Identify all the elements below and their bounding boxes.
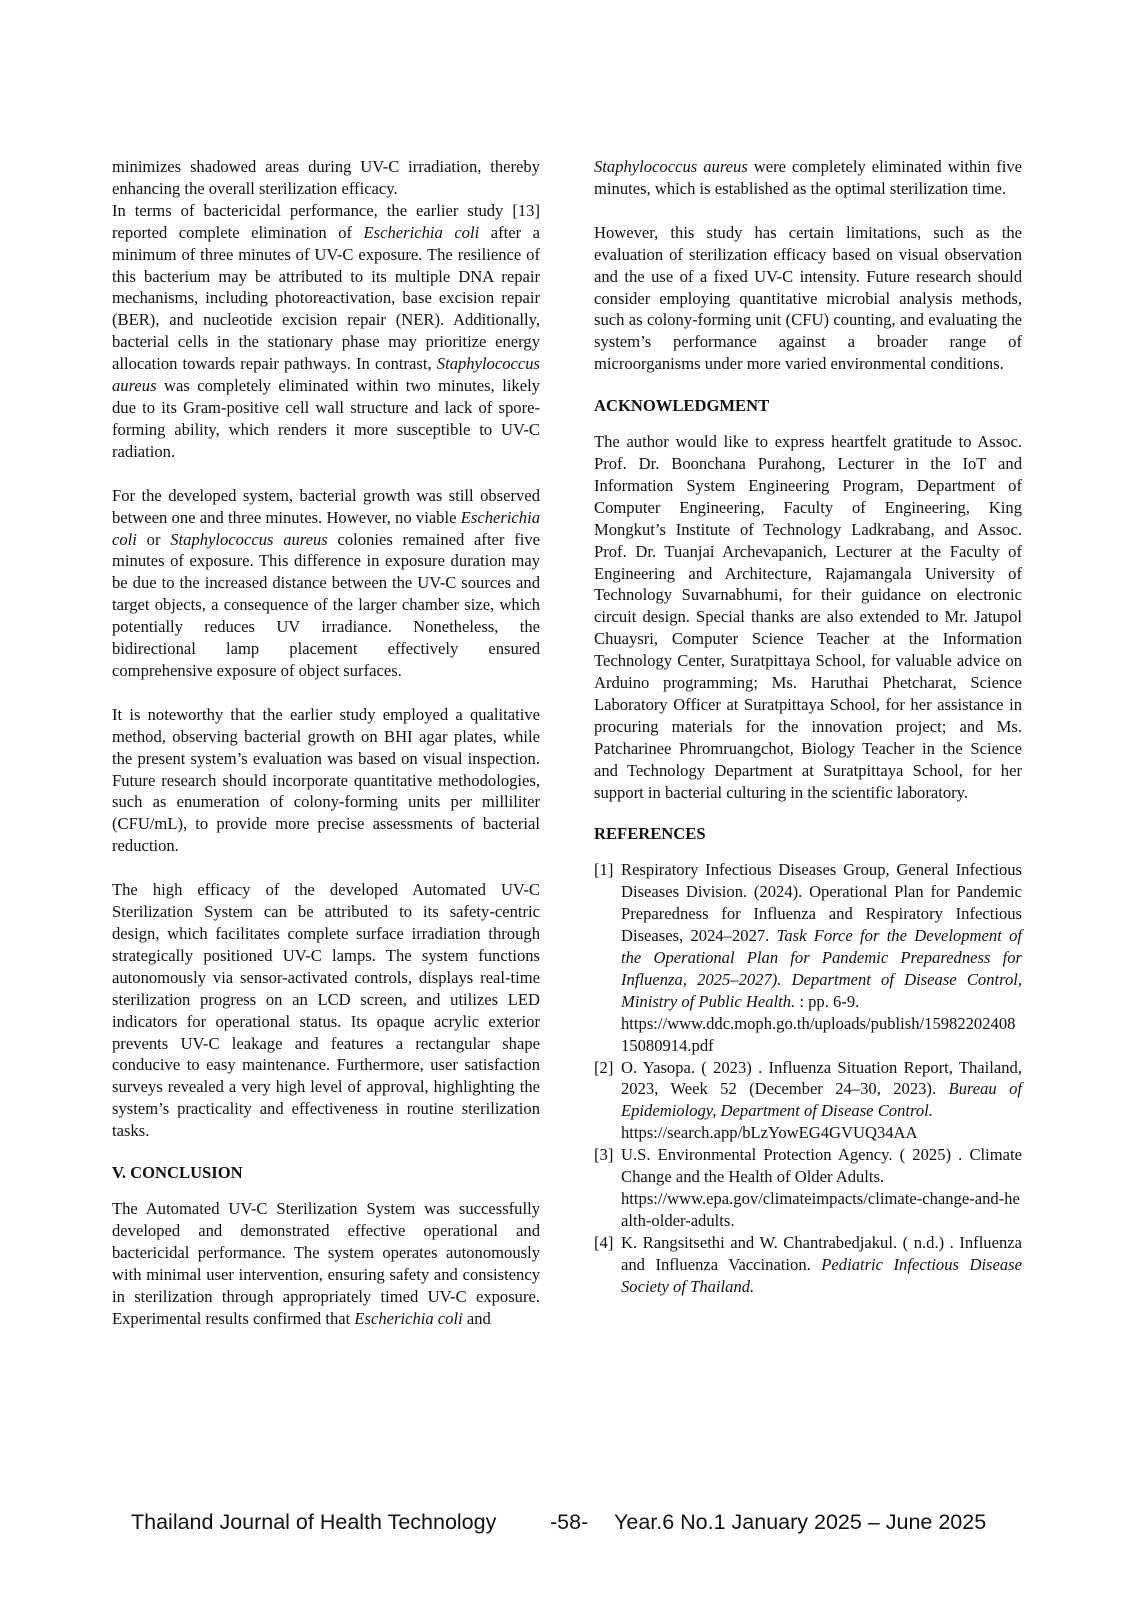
reference-number: [3] <box>594 1145 614 1165</box>
reference-source: Pediatric Infectious Disease Society of Thailand. <box>621 1254 1022 1296</box>
reference-item <box>594 1144 1022 1232</box>
acknowledgment-heading: ACKNOWLEDGMENT <box>594 396 770 416</box>
conclusion-heading: V. CONCLUSION <box>112 1163 243 1183</box>
reference-url: https://www.epa.gov/climateimpacts/climate-change-and-health-older-adults. <box>621 1188 1020 1230</box>
text-run: and <box>462 1308 491 1328</box>
text-run: colonies remained after five minutes of exposure. This difference in exposure duration may be due to the increased distance between the UV-C sources and target objects, a consequence of the larger chamber size, which potentially reduces UV irradiance. Nonetheless, the bidirectional lamp placement effectively ensured comprehensive exposure of object surfaces. <box>112 529 541 680</box>
species-name: Escherichia coli <box>363 222 480 242</box>
reference-pages: : pp. 6-9. <box>795 991 860 1011</box>
paragraph-high-efficacy: The high efficacy of the developed Automated UV-C Sterilization System can be attributed to its safety-centric design, which facilitates complete surface irradiation through strategically positioned UV-C lamps. The system functions autonomously via sensor-activated controls, displays real-time sterilization progress on an LCD screen, and utilizes LED indicators for operational status. Its opaque acrylic exterior prevents UV-C leakage and features a rectangular shape conducive to easy maintenance. Furthermore, user satisfaction surveys revealed a very high level of approval, highlighting the system’s practicality and effectiveness in routine sterilization tasks. <box>112 880 540 1141</box>
references-heading: REFERENCES <box>594 824 706 844</box>
reference-number: [4] <box>594 1232 614 1252</box>
reference-source: Bureau of Epidemiology, Department of Disease Control. <box>621 1079 1022 1121</box>
paragraph-developed-system <box>112 485 540 682</box>
paragraph-bactericidal-performance <box>112 200 540 463</box>
reference-url: https://www.ddc.moph.go.th/uploads/publish/1598220240815080914.pdf <box>621 1013 1016 1055</box>
species-name: Escherichia coli <box>112 507 540 549</box>
text-run: For the developed system, bacterial growth was still observed between one and three minutes. However, no viable <box>112 485 540 527</box>
footer-journal-name: Thailand Journal of Health Technology <box>131 1510 497 1534</box>
left-column <box>112 156 540 1329</box>
text-run: after a minimum of three minutes of UV-C exposure. The resilience of this bacterium may be attributed to its multiple DNA repair mechanisms, including photoreactivation, base excision repair (BER), and nucleotide excision repair (NER). Additionally, bacterial cells in the stationary phase may prioritize energy allocation towards repair pathways. In contrast, <box>112 222 540 374</box>
paragraph-qualitative-method: It is noteworthy that the earlier study employed a qualitative method, observing bacterial growth on BHI agar plates, while the present system’s evaluation was based on visual inspection. Future research should incorporate quantitative methodologies, such as enumeration of colony-forming units per milliliter (CFU/mL), to provide more precise assessments of bacterial reduction. <box>112 704 540 856</box>
reference-url: https://search.app/bLzYowEG4GVUQ34AA <box>621 1123 918 1143</box>
text-run: In terms of bactericidal performance, the earlier study [13] reported complete elimination of <box>112 200 540 242</box>
reference-number: [1] <box>594 860 614 880</box>
reference-item <box>594 859 1022 1056</box>
reference-item <box>594 1057 1022 1145</box>
right-column <box>594 156 1022 1298</box>
species-name: Staphylococcus aureus <box>594 157 748 176</box>
text-run: was completely eliminated within two minutes, likely due to its Gram-positive cell wall structure and lack of spore-forming ability, which renders it more susceptible to UV-C radiation. <box>112 376 540 461</box>
species-name: Escherichia coli <box>354 1308 463 1328</box>
reference-item <box>594 1232 1022 1298</box>
reference-text: O. Yasopa. ( 2023) . Influenza Situation Report, Thailand, 2023, Week 52 (December 24–30, 2023). <box>621 1057 1022 1099</box>
paragraph-acknowledgment: The author would like to express heartfelt gratitude to Assoc. Prof. Dr. Boonchana Purahong, Lecturer in the IoT and Information System Engineering Program, Department of Computer Engineering, Faculty of Engineering, King Mongkut’s Institute of Technology Ladkrabang, and Assoc. Prof. Dr. Tuanjai Archevapanich, Lecturer at the Faculty of Engineering and Architecture, Rajamangala University of Technology Suvarnabhumi, for their guidance on electronic circuit design. Special thanks are also extended to Mr. Jatupol Chuaysri, Computer Science Teacher at the Information Technology Center, Suratpittaya School, for valuable advice on Arduino programming; Ms. Haruthai Phetcharat, Science Laboratory Officer at Suratpittaya School, for her assistance in procuring materials for the innovation project; and Ms. Patcharinee Phromruangchot, Biology Teacher in the Science and Technology Department at Suratpittaya School, for her support in bacterial culturing in the scientific laboratory. <box>594 432 1022 802</box>
species-name: Staphylococcus aureus <box>112 354 540 396</box>
paragraph-limitations: However, this study has certain limitations, such as the evaluation of sterilization efficacy based on visual observation and the use of a fixed UV-C intensity. Future research should consider employing quantitative microbial analysis methods, such as colony-forming unit (CFU) counting, and evaluating the system’s performance against a broader range of microorganisms under more varied environmental conditions. <box>594 222 1022 374</box>
footer-issue: Year.6 No.1 January 2025 – June 2025 <box>614 1510 987 1534</box>
reference-number: [2] <box>594 1057 614 1077</box>
reference-source: Task Force for the Development of the Operational Plan for Pandemic Preparedness for Influenza, 2025–2027). Department of Disease Control, Ministry of Public Health. <box>621 926 1023 1011</box>
text-run: The Automated UV-C Sterilization System was successfully developed and demonstrated effective operational and bactericidal performance. The system operates autonomously with minimal user intervention, ensuring safety and consistency in sterilization through appropriately timed UV-C exposure. Experimental results confirmed that <box>112 1198 540 1328</box>
footer-page-number: -58- <box>550 1510 589 1534</box>
text-run: were completely eliminated within five minutes, which is established as the optimal sterilization time. <box>594 157 1023 198</box>
paragraph-optimal-time <box>594 156 1022 200</box>
paragraph-conclusion <box>112 1198 540 1329</box>
species-name: Staphylococcus aureus <box>170 529 328 549</box>
reference-text: U.S. Environmental Protection Agency. ( 2025) . Climate Change and the Health of Older Adults. <box>621 1145 1022 1187</box>
reference-list <box>594 859 1022 1297</box>
paragraph-shadow-areas: minimizes shadowed areas during UV-C irradiation, thereby enhancing the overall sterilization efficacy. <box>112 157 540 198</box>
reference-text: K. Rangsitsethi and W. Chantrabedjakul. ( n.d.) . Influenza and Influenza Vaccination. <box>621 1232 1022 1274</box>
text-run: or <box>136 529 171 549</box>
reference-text: Respiratory Infectious Diseases Group, General Infectious Diseases Division. (2024). Operational Plan for Pandemic Preparedness for Influenza and Respiratory Infectious Diseases, 2024–2027. <box>621 860 1022 946</box>
